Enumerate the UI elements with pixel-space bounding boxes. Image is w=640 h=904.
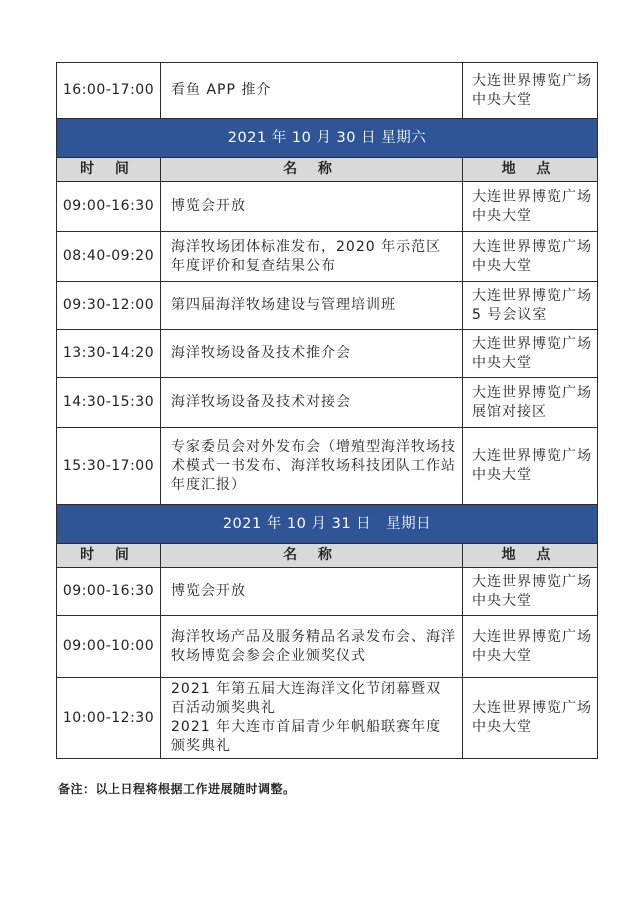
location-cell: 大连世界博览广场中央大堂 — [463, 568, 598, 616]
location-cell: 大连世界博览广场中央大堂 — [463, 330, 598, 378]
event-name-line: 2021 年大连市首届青少年帆船联赛年度颁奖典礼 — [171, 719, 442, 754]
table-row — [57, 616, 598, 678]
table-header-row — [57, 158, 598, 182]
time-cell: 16:00-17:00 — [57, 63, 161, 119]
day-banner — [57, 119, 598, 158]
event-name-cell: 博览会开放 — [161, 568, 463, 616]
event-name-cell: 专家委员会对外发布会（增殖型海洋牧场技术模式一书发布、海洋牧场科技团队工作站年度汇报） — [161, 428, 463, 505]
time-cell: 10:00-12:30 — [57, 678, 161, 759]
schedule-table — [56, 62, 598, 759]
time-cell: 09:30-12:00 — [57, 282, 161, 330]
location-cell: 大连世界博览广场中央大堂 — [463, 63, 598, 119]
event-name-cell: 博览会开放 — [161, 182, 463, 232]
time-cell: 09:00-16:30 — [57, 568, 161, 616]
header-time: 时 间 — [57, 158, 161, 182]
table-row — [57, 678, 598, 759]
header-location: 地 点 — [463, 158, 598, 182]
day-banner — [57, 505, 598, 544]
table-row — [57, 330, 598, 378]
table-row — [57, 63, 598, 119]
day-title: 2021 年 10 月 31 日 星期日 — [57, 505, 598, 544]
time-cell: 13:30-14:20 — [57, 330, 161, 378]
location-cell: 大连世界博览广场中央大堂 — [463, 182, 598, 232]
time-cell: 08:40-09:20 — [57, 232, 161, 282]
header-name: 名 称 — [161, 158, 463, 182]
event-name-cell: 看鱼 APP 推介 — [161, 63, 463, 119]
event-name-cell: 海洋牧场产品及服务精品名录发布会、海洋牧场博览会参会企业颁奖仪式 — [161, 616, 463, 678]
table-header-row — [57, 544, 598, 568]
time-cell: 14:30-15:30 — [57, 378, 161, 428]
header-time: 时 间 — [57, 544, 161, 568]
event-name-cell: 海洋牧场团体标准发布，2020 年示范区年度评价和复查结果公布 — [161, 232, 463, 282]
event-name-cell — [161, 678, 463, 759]
header-name: 名 称 — [161, 544, 463, 568]
table-row — [57, 378, 598, 428]
table-row — [57, 282, 598, 330]
location-cell: 大连世界博览广场展馆对接区 — [463, 378, 598, 428]
table-row — [57, 182, 598, 232]
header-location: 地 点 — [463, 544, 598, 568]
location-cell: 大连世界博览广场中央大堂 — [463, 616, 598, 678]
table-row — [57, 232, 598, 282]
footnote: 备注：以上日程将根据工作进展随时调整。 — [58, 782, 296, 796]
time-cell: 15:30-17:00 — [57, 428, 161, 505]
location-cell: 大连世界博览广场中央大堂 — [463, 678, 598, 759]
table-row — [57, 568, 598, 616]
time-cell: 09:00-10:00 — [57, 616, 161, 678]
table-row — [57, 428, 598, 505]
time-cell: 09:00-16:30 — [57, 182, 161, 232]
event-name-cell: 海洋牧场设备及技术对接会 — [161, 378, 463, 428]
location-cell: 大连世界博览广场中央大堂 — [463, 428, 598, 505]
event-name-cell: 第四届海洋牧场建设与管理培训班 — [161, 282, 463, 330]
event-name-cell: 海洋牧场设备及技术推介会 — [161, 330, 463, 378]
location-cell: 大连世界博览广场中央大堂 — [463, 232, 598, 282]
location-cell: 大连世界博览广场 5 号会议室 — [463, 282, 598, 330]
event-name-line: 2021 年第五届大连海洋文化节闭幕暨双百活动颁奖典礼 — [171, 681, 442, 716]
day-title: 2021 年 10 月 30 日 星期六 — [57, 119, 598, 158]
